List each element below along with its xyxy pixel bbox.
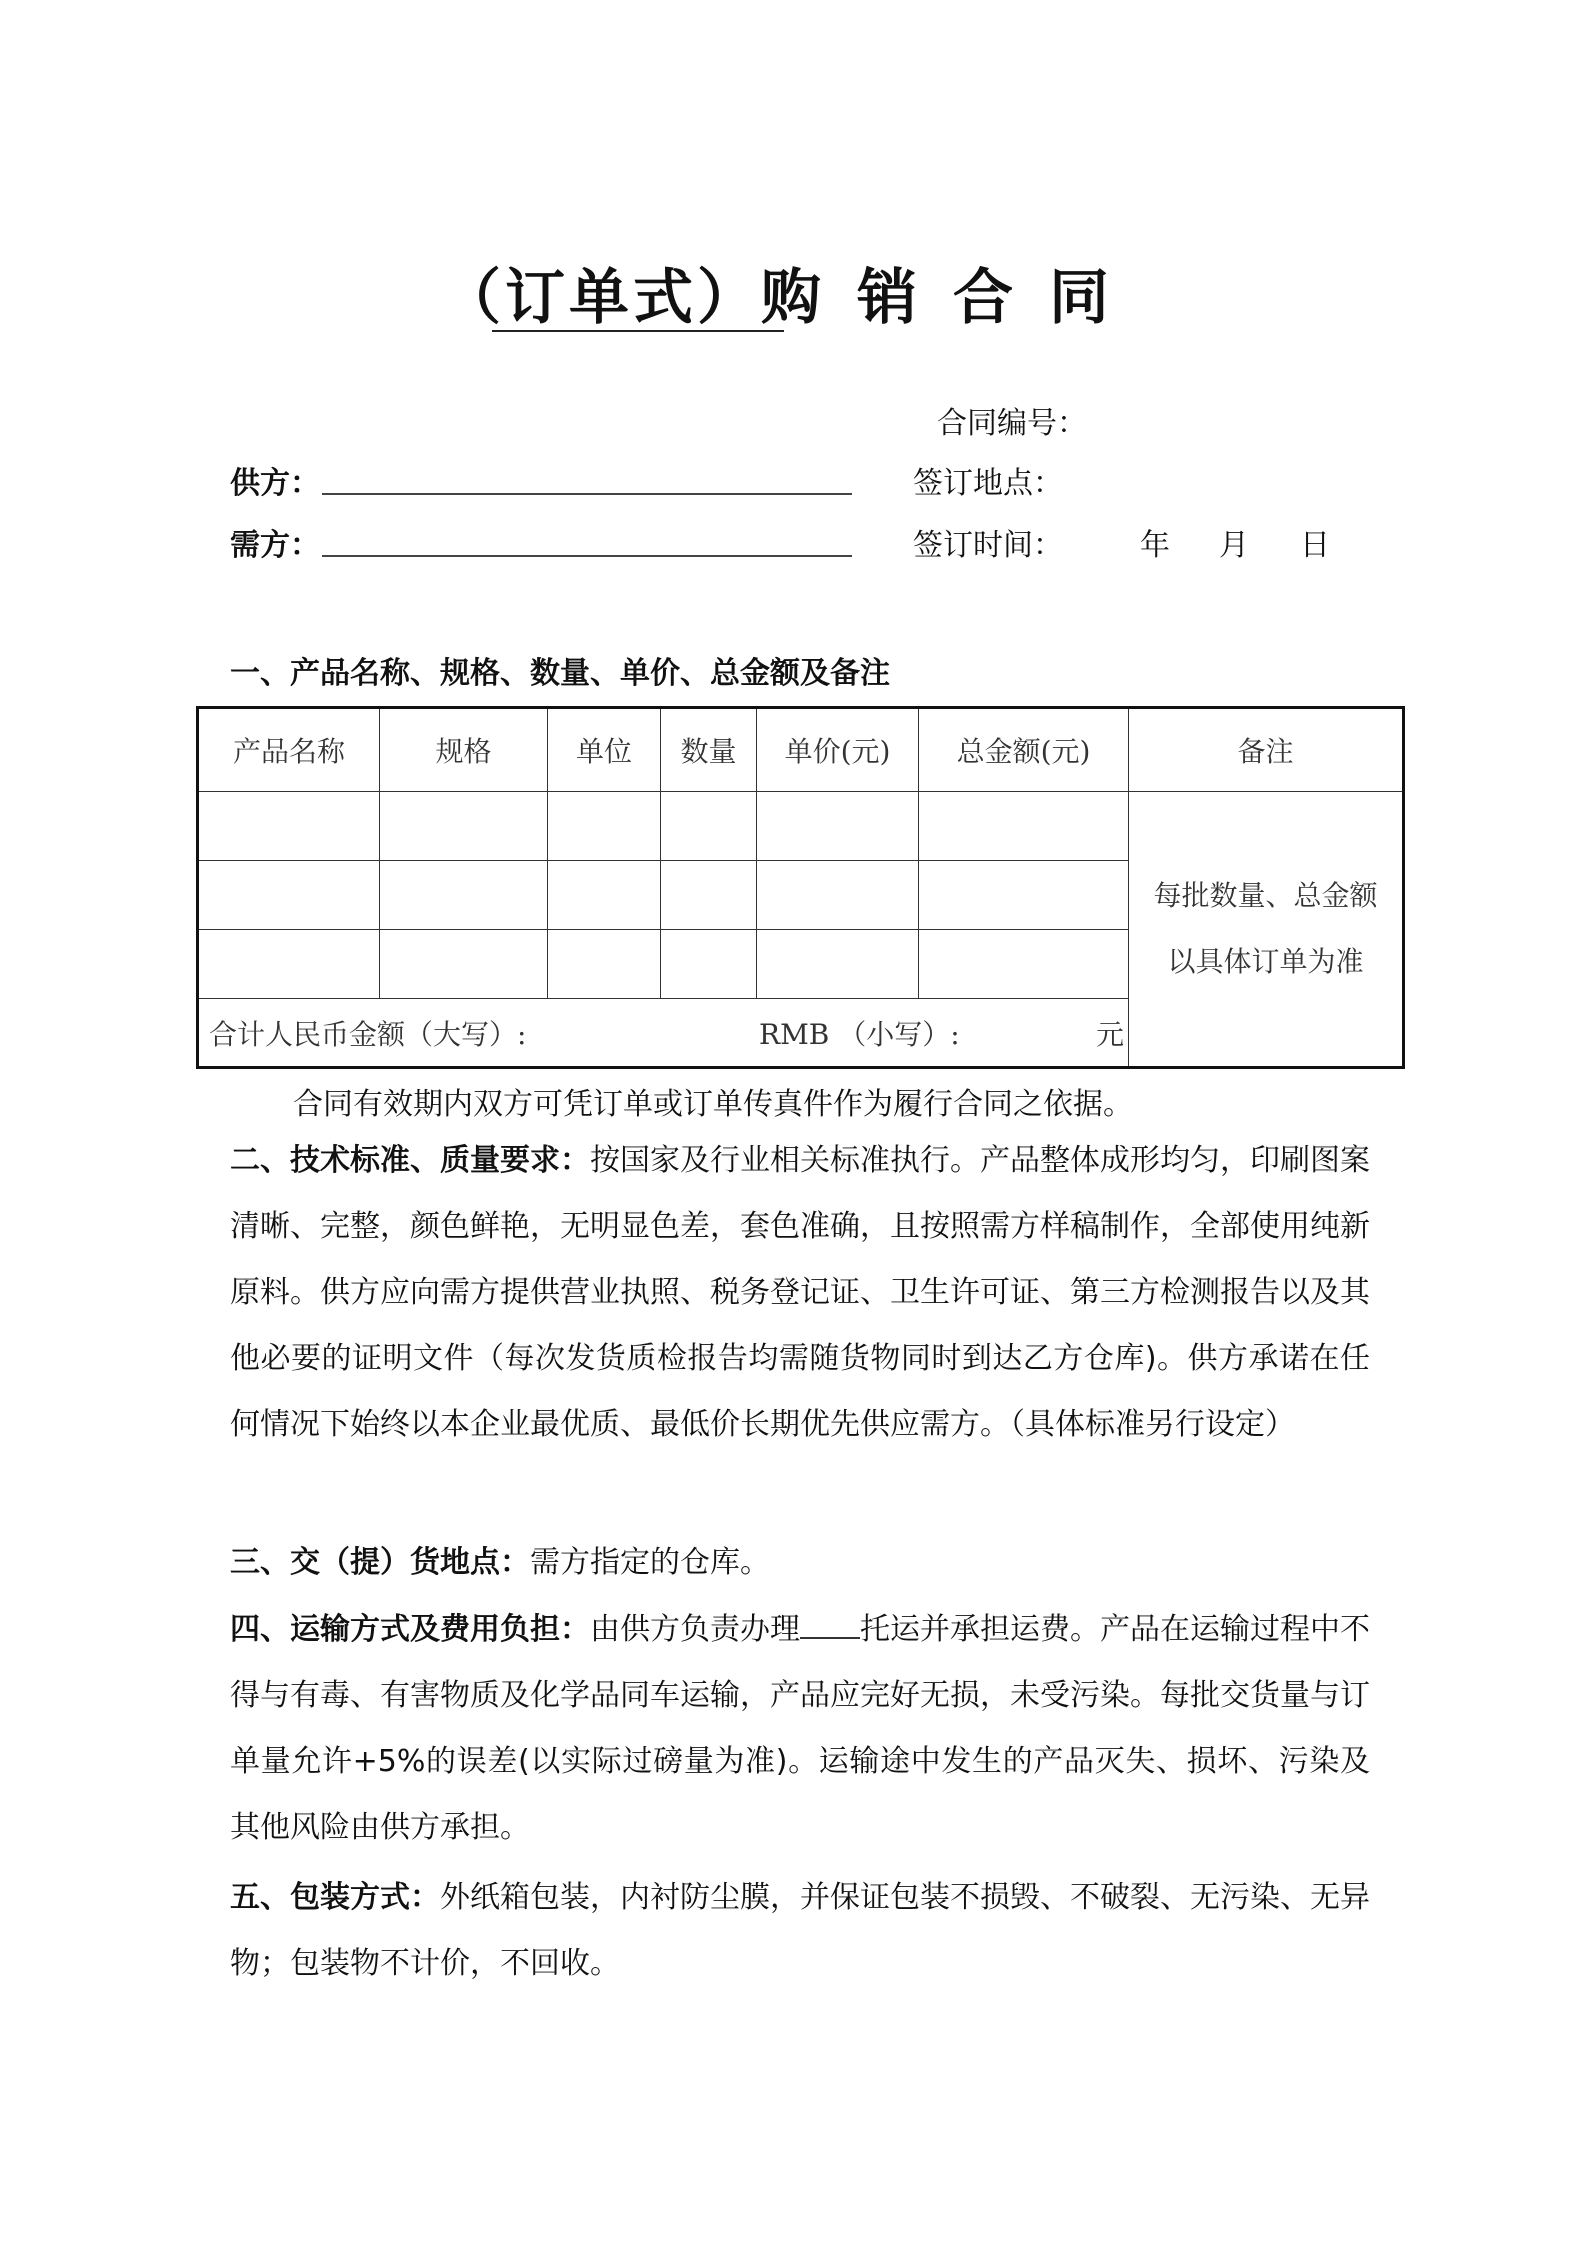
table-row <box>198 792 1404 861</box>
section2-paragraph <box>230 1128 1370 1458</box>
remark-line-2: 以具体订单为准 <box>1167 945 1364 978</box>
section3-heading: 三、交（提）货地点： <box>230 1545 530 1580</box>
section2-heading: 二、技术标准、质量要求： <box>230 1143 590 1178</box>
supplier-blank-line[interactable] <box>322 493 852 495</box>
cell-product-name[interactable] <box>198 861 380 930</box>
buyer-label: 需方： <box>230 528 320 563</box>
section4-body-before: 由供方负责办理 <box>590 1612 800 1647</box>
cell-spec[interactable] <box>380 792 548 861</box>
section4-heading: 四、运输方式及费用负担： <box>230 1612 590 1647</box>
cell-unit[interactable] <box>548 861 661 930</box>
cell-unit-price[interactable] <box>757 930 919 999</box>
remark-cell <box>1129 792 1404 1068</box>
cell-unit-price[interactable] <box>757 861 919 930</box>
cell-unit-price[interactable] <box>757 792 919 861</box>
col-header-quantity: 数量 <box>661 708 757 792</box>
section3-paragraph <box>230 1530 1370 1596</box>
title-main: 购销合同 <box>761 263 1145 333</box>
cell-spec[interactable] <box>380 861 548 930</box>
year-label: 年 <box>1140 528 1170 563</box>
rmb-lowercase-label: RMB （小写）: <box>759 1017 960 1051</box>
cell-total-amount[interactable] <box>919 792 1129 861</box>
section1-heading: 一、产品名称、规格、数量、单价、总金额及备注 <box>230 656 890 691</box>
buyer-blank-line[interactable] <box>322 555 852 557</box>
col-header-unit-price: 单价(元) <box>757 708 919 792</box>
title-underline <box>492 330 784 332</box>
supplier-label: 供方： <box>230 466 320 501</box>
section5-paragraph <box>230 1865 1370 1997</box>
col-header-total-amount: 总金额(元) <box>919 708 1129 792</box>
cell-total-amount[interactable] <box>919 861 1129 930</box>
cell-spec[interactable] <box>380 930 548 999</box>
cell-total-amount[interactable] <box>919 930 1129 999</box>
cell-unit[interactable] <box>548 792 661 861</box>
document-title <box>0 250 1586 336</box>
col-header-unit: 单位 <box>548 708 661 792</box>
cell-quantity[interactable] <box>661 792 757 861</box>
product-table <box>196 706 1405 1069</box>
total-uppercase-label: 合计人民币金额（大写）: <box>209 1017 527 1051</box>
month-label: 月 <box>1219 528 1249 563</box>
sign-time-label: 签订时间： <box>913 528 1063 563</box>
day-label: 日 <box>1300 528 1330 563</box>
cell-quantity[interactable] <box>661 930 757 999</box>
section5-body: 外纸箱包装，内衬防尘膜，并保证包装不损毁、不破裂、无污染、无异物；包装物不计价，不回收。 <box>230 1880 1370 1981</box>
section3-body: 需方指定的仓库。 <box>530 1545 770 1580</box>
title-prefix: （订单式） <box>441 263 761 333</box>
cell-product-name[interactable] <box>198 792 380 861</box>
section2-body: 按国家及行业相关标准执行。产品整体成形均匀，印刷图案清晰、完整，颜色鲜艳，无明显色差，套色准确，且按照需方样稿制作，全部使用纯新原料。供方应向需方提供营业执照、税务登记证、卫生许可证、第三方检测报告以及其他必要的证明文件（每次发货质检报告均需随货物同时到达乙方仓库)。供方承诺在任何情况下始终以本企业最优质、最低价长期优先供应需方。（具体标准另行设定） <box>230 1143 1370 1442</box>
remark-line-1: 每批数量、总金额 <box>1153 879 1378 912</box>
cell-quantity[interactable] <box>661 861 757 930</box>
total-amount-cell[interactable] <box>198 999 1129 1068</box>
section5-heading: 五、包装方式： <box>230 1880 440 1915</box>
col-header-product-name: 产品名称 <box>198 708 380 792</box>
col-header-spec: 规格 <box>380 708 548 792</box>
table-header-row <box>198 708 1404 792</box>
carrier-blank[interactable] <box>800 1611 860 1639</box>
sign-place-label: 签订地点： <box>913 466 1063 501</box>
col-header-remark: 备注 <box>1129 708 1404 792</box>
yuan-label: 元 <box>1095 1017 1124 1051</box>
section1-note: 合同有效期内双方可凭订单或订单传真件作为履行合同之依据。 <box>293 1087 1133 1122</box>
cell-product-name[interactable] <box>198 930 380 999</box>
section4-body-after: 托运并承担运费。产品在运输过程中不得与有毒、有害物质及化学品同车运输，产品应完好无损，未受污染。每批交货量与订单量允许+5%的误差(以实际过磅量为准)。运输途中发生的产品灭失、损坏、污染及其他风险由供方承担。 <box>230 1612 1370 1845</box>
contract-number-label: 合同编号： <box>937 406 1087 441</box>
section4-paragraph <box>230 1597 1370 1861</box>
cell-unit[interactable] <box>548 930 661 999</box>
